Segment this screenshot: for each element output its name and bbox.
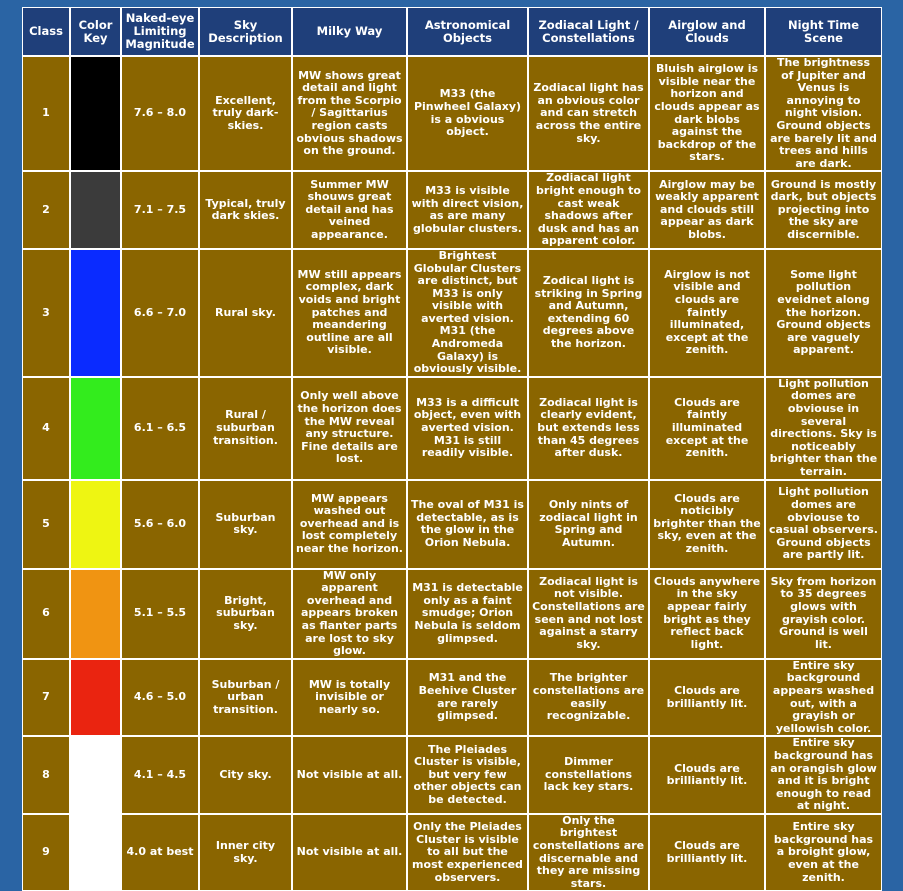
magnitude-cell: 4.0 at best <box>121 814 199 891</box>
magnitude-cell: 4.1 – 4.5 <box>121 736 199 814</box>
night-scene-cell: Light pollution domes are obviouse in several directions. Sky is noticeably brighter than the terrain. <box>765 377 882 480</box>
sky-description-cell: Inner city sky. <box>199 814 292 891</box>
table-row-class-1 <box>22 56 882 171</box>
table-row-class-5 <box>22 480 882 569</box>
zodiacal-light-cell: Zodical light is striking in Spring and Autumn, extending 60 degrees above the horizon. <box>528 249 649 377</box>
night-scene-cell: Some light pollution eveidnet along the horizon. Ground objects are vaguely apparent. <box>765 249 882 377</box>
color-key-cell <box>70 56 121 171</box>
night-scene-cell: Entire sky background has a broight glow, even at the zenith. <box>765 814 882 891</box>
night-scene-cell: Sky from horizon to 35 degrees glows with grayish color. Ground is well lit. <box>765 569 882 659</box>
sky-description-cell: Rural / suburban transition. <box>199 377 292 480</box>
astronomical-objects-cell: Brightest Globular Clusters are distinct, but M33 is only visible with averted vision. M31 (the Andromeda Galaxy) is obviously visible. <box>407 249 528 377</box>
zodiacal-light-cell: Only the brightest constellations are discernable and they are missing stars. <box>528 814 649 891</box>
color-swatch <box>71 250 120 376</box>
zodiacal-light-cell: Zodiacal light is not visible. Constellations are seen and not lost against a starry sky. <box>528 569 649 659</box>
airglow-clouds-cell: Clouds are brilliantly lit. <box>649 814 765 891</box>
airglow-clouds-cell: Clouds are noticibly brighter than the sky, even at the zenith. <box>649 480 765 569</box>
milky-way-cell: MW only apparent overhead and appears broken as flanter parts are lost to sky glow. <box>292 569 407 659</box>
table-row-class-6 <box>22 569 882 659</box>
zodiacal-light-cell: Zodiacal light has an obvious color and can stretch across the entire sky. <box>528 56 649 171</box>
milky-way-cell: MW shows great detail and light from the Scorpio / Sagittarius region casts obvious shadows on the ground. <box>292 56 407 171</box>
table-row-class-7 <box>22 659 882 737</box>
magnitude-cell: 6.1 – 6.5 <box>121 377 199 480</box>
header-astronomical-objects: Astronomical Objects <box>407 7 528 56</box>
header-night-scene: Night Time Scene <box>765 7 882 56</box>
color-key-cell <box>70 736 121 814</box>
milky-way-cell: MW is totally invisible or nearly so. <box>292 659 407 737</box>
sky-description-cell: Excellent, truly dark-skies. <box>199 56 292 171</box>
night-scene-cell: The brightness of Jupiter and Venus is annoying to night vision. Ground objects are barely lit and trees and hills are dark. <box>765 56 882 171</box>
bortle-scale-table <box>22 7 882 891</box>
color-swatch <box>71 378 120 479</box>
class-cell: 6 <box>22 569 70 659</box>
magnitude-cell: 7.6 – 8.0 <box>121 56 199 171</box>
color-key-cell <box>70 171 121 249</box>
color-key-cell <box>70 814 121 891</box>
magnitude-cell: 5.6 – 6.0 <box>121 480 199 569</box>
header-milky-way: Milky Way <box>292 7 407 56</box>
airglow-clouds-cell: Bluish airglow is visible near the horizon and clouds appear as dark blobs against the backdrop of the stars. <box>649 56 765 171</box>
table-row-class-9 <box>22 814 882 891</box>
sky-description-cell: Rural sky. <box>199 249 292 377</box>
class-cell: 7 <box>22 659 70 737</box>
color-swatch <box>71 57 120 170</box>
sky-description-cell: Suburban / urban transition. <box>199 659 292 737</box>
sky-description-cell: Typical, truly dark skies. <box>199 171 292 249</box>
airglow-clouds-cell: Clouds are brilliantly lit. <box>649 736 765 814</box>
magnitude-cell: 6.6 – 7.0 <box>121 249 199 377</box>
zodiacal-light-cell: Only nints of zodiacal light in Spring and Autumn. <box>528 480 649 569</box>
magnitude-cell: 7.1 – 7.5 <box>121 171 199 249</box>
header-color-key: Color Key <box>70 7 121 56</box>
zodiacal-light-cell: Zodiacal light bright enough to cast weak shadows after dusk and has an apparent color. <box>528 171 649 249</box>
astronomical-objects-cell: The Pleiades Cluster is visible, but very few other objects can be detected. <box>407 736 528 814</box>
airglow-clouds-cell: Airglow may be weakly apparent and clouds still appear as dark blobs. <box>649 171 765 249</box>
astronomical-objects-cell: M33 is visible with direct vision, as are many globular clusters. <box>407 171 528 249</box>
sky-description-cell: City sky. <box>199 736 292 814</box>
color-swatch <box>71 660 120 736</box>
milky-way-cell: MW appears washed out overhead and is lost completely near the horizon. <box>292 480 407 569</box>
zodiacal-light-cell: The brighter constellations are easily recognizable. <box>528 659 649 737</box>
color-key-cell <box>70 480 121 569</box>
night-scene-cell: Entire sky background appears washed out, with a grayish or yellowish color. <box>765 659 882 737</box>
color-swatch <box>71 737 120 813</box>
color-key-cell <box>70 377 121 480</box>
class-cell: 4 <box>22 377 70 480</box>
zodiacal-light-cell: Dimmer constellations lack key stars. <box>528 736 649 814</box>
color-swatch <box>71 481 120 568</box>
airglow-clouds-cell: Clouds anywhere in the sky appear fairly bright as they reflect back light. <box>649 569 765 659</box>
table-row-class-4 <box>22 377 882 480</box>
astronomical-objects-cell: M33 (the Pinwheel Galaxy) is a obvious object. <box>407 56 528 171</box>
table-row-class-3 <box>22 249 882 377</box>
astronomical-objects-cell: M33 is a difficult object, even with averted vision. M31 is still readily visible. <box>407 377 528 480</box>
milky-way-cell: Not visible at all. <box>292 736 407 814</box>
header-row <box>22 7 882 56</box>
astronomical-objects-cell: Only the Pleiades Cluster is visible to all but the most experienced observers. <box>407 814 528 891</box>
class-cell: 3 <box>22 249 70 377</box>
class-cell: 5 <box>22 480 70 569</box>
class-cell: 8 <box>22 736 70 814</box>
airglow-clouds-cell: Airglow is not visible and clouds are faintly illuminated, except at the zenith. <box>649 249 765 377</box>
milky-way-cell: Summer MW shouws great detail and has veined appearance. <box>292 171 407 249</box>
color-key-cell <box>70 659 121 737</box>
milky-way-cell: MW still appears complex, dark voids and bright patches and meandering outline are all visible. <box>292 249 407 377</box>
astronomical-objects-cell: M31 and the Beehive Cluster are rarely glimpsed. <box>407 659 528 737</box>
header-class: Class <box>22 7 70 56</box>
night-scene-cell: Ground is mostly dark, but objects projecting into the sky are discernible. <box>765 171 882 249</box>
header-airglow-clouds: Airglow and Clouds <box>649 7 765 56</box>
magnitude-cell: 4.6 – 5.0 <box>121 659 199 737</box>
color-key-cell <box>70 569 121 659</box>
table-row-class-2 <box>22 171 882 249</box>
night-scene-cell: Entire sky background has an orangish glow and it is bright enough to read at night. <box>765 736 882 814</box>
sky-description-cell: Bright, suburban sky. <box>199 569 292 659</box>
zodiacal-light-cell: Zodiacal light is clearly evident, but extends less than 45 degrees after dusk. <box>528 377 649 480</box>
color-swatch <box>71 172 120 248</box>
table-row-class-8 <box>22 736 882 814</box>
color-swatch <box>71 570 120 658</box>
class-cell: 9 <box>22 814 70 891</box>
milky-way-cell: Not visible at all. <box>292 814 407 891</box>
sky-description-cell: Suburban sky. <box>199 480 292 569</box>
airglow-clouds-cell: Clouds are brilliantly lit. <box>649 659 765 737</box>
color-key-cell <box>70 249 121 377</box>
milky-way-cell: Only well above the horizon does the MW reveal any structure. Fine details are lost. <box>292 377 407 480</box>
color-swatch <box>71 815 120 891</box>
night-scene-cell: Light pollution domes are obviouse to casual observers. Ground objects are partly lit. <box>765 480 882 569</box>
astronomical-objects-cell: M31 is detectable only as a faint smudge; Orion Nebula is seldom glimpsed. <box>407 569 528 659</box>
header-zodiacal-light: Zodiacal Light / Constellations <box>528 7 649 56</box>
header-limiting-magnitude: Naked-eye Limiting Magnitude <box>121 7 199 56</box>
class-cell: 2 <box>22 171 70 249</box>
header-sky-description: Sky Description <box>199 7 292 56</box>
class-cell: 1 <box>22 56 70 171</box>
astronomical-objects-cell: The oval of M31 is detectable, as is the glow in the Orion Nebula. <box>407 480 528 569</box>
magnitude-cell: 5.1 – 5.5 <box>121 569 199 659</box>
airglow-clouds-cell: Clouds are faintly illuminated except at the zenith. <box>649 377 765 480</box>
